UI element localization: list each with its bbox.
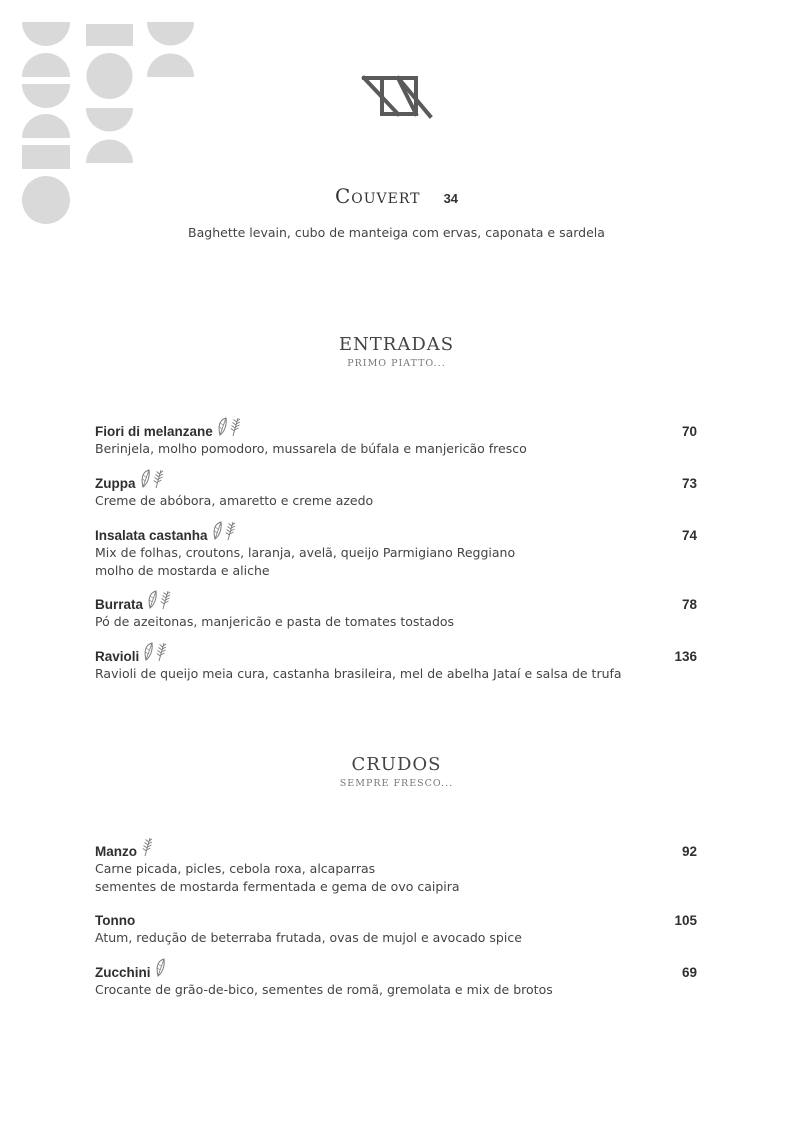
menu-item bbox=[95, 840, 697, 896]
dietary-icons bbox=[140, 469, 164, 489]
menu-item-header bbox=[95, 840, 697, 860]
dietary-icons bbox=[155, 958, 166, 978]
couvert-description: Baghette levain, cubo de manteiga com ervas, caponata e sardela bbox=[188, 225, 605, 240]
menu-item-header bbox=[95, 524, 697, 544]
menu-item bbox=[95, 593, 697, 631]
leaf-icon bbox=[155, 958, 166, 978]
menu-item-description: Berinjela, molho pomodoro, mussarela de búfala e manjericão fresco bbox=[95, 441, 527, 456]
wheat-icon bbox=[224, 521, 236, 541]
menu-item-header bbox=[95, 909, 697, 929]
wheat-icon bbox=[229, 417, 241, 437]
menu-item-description: Creme de abóbora, amaretto e creme azedo bbox=[95, 493, 374, 508]
menu-item bbox=[95, 909, 697, 947]
menu-item-name: Fiori di melanzane bbox=[95, 424, 213, 439]
entradas-subtitle: PRIMO PIATTO... bbox=[347, 358, 446, 369]
menu-item-price: 136 bbox=[674, 649, 697, 664]
menu-item bbox=[95, 420, 697, 458]
dietary-icons bbox=[141, 837, 153, 857]
menu-item-price: 69 bbox=[681, 965, 697, 980]
menu-item-name: Ravioli bbox=[95, 649, 140, 664]
menu-item-description: molho de mostarda e aliche bbox=[95, 563, 270, 578]
wheat-icon bbox=[141, 837, 153, 857]
menu-item-name: Zuppa bbox=[95, 476, 136, 491]
menu-item-name: Insalata castanha bbox=[95, 528, 208, 543]
leaf-icon bbox=[212, 521, 223, 541]
dietary-icons bbox=[217, 417, 241, 437]
wheat-icon bbox=[155, 642, 167, 662]
menu-item-name: Zucchini bbox=[95, 965, 151, 980]
menu-item-price: 92 bbox=[681, 844, 697, 859]
menu-item-description: Atum, redução de beterraba frutada, ovas de mujol e avocado spice bbox=[95, 930, 522, 945]
menu-item-description: Ravioli de queijo meia cura, castanha brasileira, mel de abelha Jataí e salsa de trufa bbox=[95, 666, 622, 681]
wheat-icon bbox=[152, 469, 164, 489]
leaf-icon bbox=[217, 417, 228, 437]
menu-item-description: Pó de azeitonas, manjericão e pasta de tomates tostados bbox=[95, 614, 455, 629]
couvert-price: 34 bbox=[443, 191, 459, 206]
menu-item-header bbox=[95, 593, 697, 613]
menu-item-price: 70 bbox=[681, 424, 697, 439]
couvert-header bbox=[0, 184, 793, 208]
crudos-title: CRUDOS bbox=[351, 754, 442, 775]
menu-item-header bbox=[95, 961, 697, 981]
menu-item bbox=[95, 961, 697, 999]
menu-item-price: 78 bbox=[681, 597, 697, 612]
wheat-icon bbox=[159, 590, 171, 610]
menu-item-name: Burrata bbox=[95, 597, 144, 612]
couvert-title: Couvert bbox=[334, 184, 421, 208]
menu-item-description: sementes de mostarda fermentada e gema de ovo caipira bbox=[95, 879, 460, 894]
menu-item-description: Carne picada, picles, cebola roxa, alcaparras bbox=[95, 861, 376, 876]
entradas-title: ENTRADAS bbox=[338, 334, 455, 355]
restaurant-logo bbox=[360, 74, 435, 122]
menu-item bbox=[95, 524, 697, 580]
menu-item-description: Crocante de grão-de-bico, sementes de romã, gremolata e mix de brotos bbox=[95, 982, 553, 997]
menu-item-header bbox=[95, 645, 697, 665]
dietary-icons bbox=[143, 642, 167, 662]
menu-item-header bbox=[95, 420, 697, 440]
menu-item-price: 73 bbox=[681, 476, 697, 491]
menu-item-price: 74 bbox=[681, 528, 697, 543]
menu-item bbox=[95, 472, 697, 510]
dietary-icons bbox=[212, 521, 236, 541]
menu-item-header bbox=[95, 472, 697, 492]
menu-item-name: Tonno bbox=[95, 913, 136, 928]
menu-item-price: 105 bbox=[674, 913, 697, 928]
dietary-icons bbox=[147, 590, 171, 610]
menu-item-description: Mix de folhas, croutons, laranja, avelã, queijo Parmigiano Reggiano bbox=[95, 545, 516, 560]
menu-item-name: Manzo bbox=[95, 844, 137, 859]
leaf-icon bbox=[147, 590, 158, 610]
menu-item bbox=[95, 645, 697, 683]
leaf-icon bbox=[143, 642, 154, 662]
leaf-icon bbox=[140, 469, 151, 489]
crudos-subtitle: SEMPRE FRESCO... bbox=[339, 778, 454, 789]
